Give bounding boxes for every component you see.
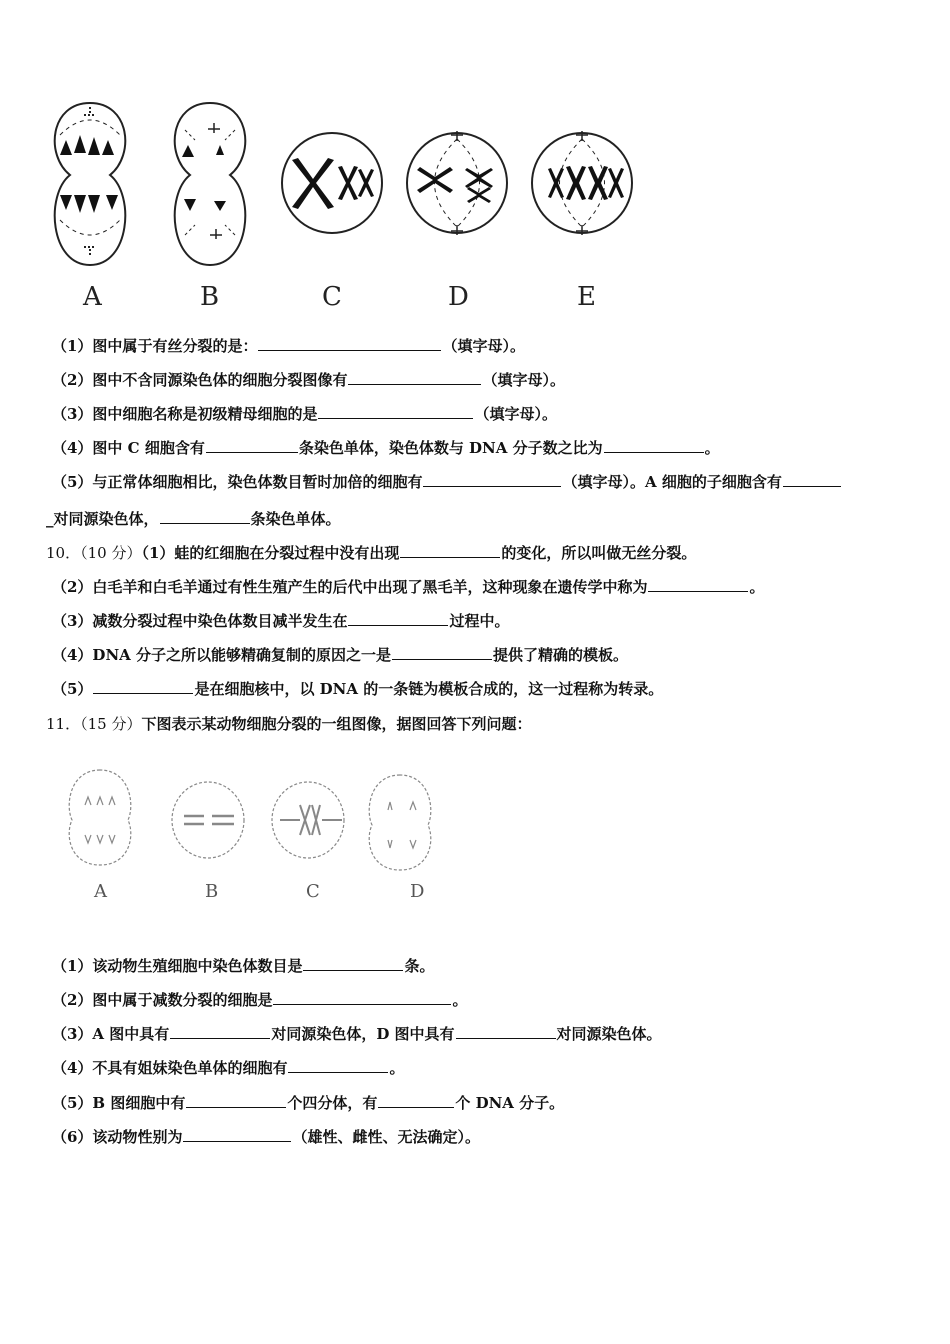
figure-2-cell-division (60, 765, 460, 905)
fig2-label-d: D (410, 881, 425, 902)
q10-part-1: 10．（10 分）（1）蛙的红细胞在分裂过程中没有出现 的变化，所以叫做无丝分裂。 (46, 544, 697, 562)
fig2-cell-c (272, 782, 344, 858)
q9-part-5: （5）与正常体细胞相比，染色体数目暂时加倍的细胞有 （填字母）。A 细胞的子细胞含有 (52, 472, 842, 492)
q10-part-5: （5） 是在细胞核中，以 DNA 的一条链为模板合成的，这一过程称为转录。 (52, 680, 664, 698)
cell-d (407, 131, 507, 235)
q11-part-1: （1）该动物生殖细胞中染色体数目是 条。 (52, 957, 435, 975)
cell-e (532, 131, 632, 235)
cell-c (282, 133, 382, 233)
q10-part-2: （2）白毛羊和白毛羊通过有性生殖产生的后代中出现了黑毛羊，这种现象在遗传学中称为 。 (52, 578, 765, 596)
q11-part-4: （4）不具有姐妹染色单体的细胞有 。 (52, 1059, 405, 1077)
q11-part-2: （2）图中属于减数分裂的细胞是 。 (52, 991, 468, 1009)
q9-part-2: （2）图中不含同源染色体的细胞分裂图像有 （填字母）。 (52, 371, 565, 389)
q9-part-4: （4）图中 C 细胞含有 条染色单体，染色体数与 DNA 分子数之比为 。 (52, 439, 720, 457)
fig1-label-b: B (200, 282, 220, 312)
figure-1-cell-division (40, 95, 650, 315)
fig1-label-c: C (322, 282, 342, 312)
q11-part-5: （5）B 图细胞中有 个四分体，有 个 DNA 分子。 (52, 1094, 565, 1112)
q11-part-3: （3）A 图中具有 对同源染色体，D 图中具有 对同源染色体。 (52, 1025, 662, 1043)
q11-title: 11．（15 分）下图表示某动物细胞分裂的一组图像，据图回答下列问题： (46, 715, 532, 733)
fig2-cell-d (369, 775, 431, 870)
fig1-label-e: E (577, 282, 596, 312)
q10-part-4: （4）DNA 分子之所以能够精确复制的原因之一是 提供了精确的模板。 (52, 646, 629, 664)
q10-part-3: （3）减数分裂过程中染色体数目减半发生在 过程中。 (52, 612, 510, 630)
fig2-label-b: B (205, 881, 219, 902)
fig2-label-c: C (306, 881, 320, 902)
q9-part-1: （1）图中属于有丝分裂的是： （填字母）。 (52, 337, 525, 355)
q9-part-5-cont: _对同源染色体， 条染色单体。 (46, 510, 341, 528)
fig2-cell-a (69, 770, 131, 865)
fig1-label-a: A (83, 282, 102, 312)
fig2-label-a: A (94, 881, 107, 902)
q11-part-6: （6）该动物性别为 （雄性、雌性、无法确定）。 (52, 1128, 480, 1146)
fig1-label-d: D (448, 282, 469, 312)
q9-part-3: （3）图中细胞名称是初级精母细胞的是 （填字母）。 (52, 405, 557, 423)
cell-a (55, 103, 126, 265)
fig2-cell-b (172, 782, 244, 858)
cell-b (175, 103, 246, 265)
